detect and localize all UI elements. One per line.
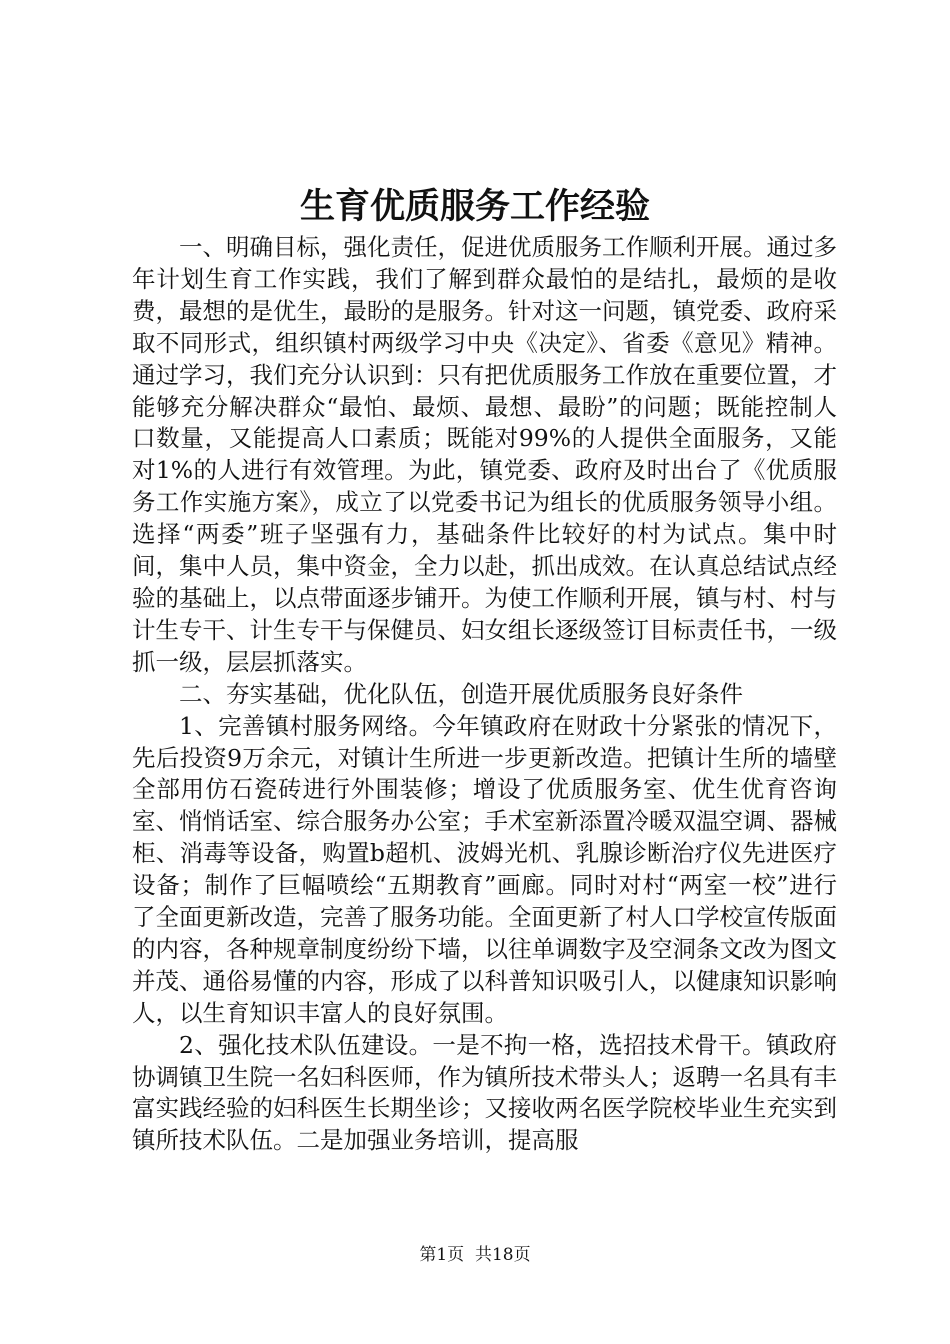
document-title: 生育优质服务工作经验: [299, 186, 650, 227]
paragraph-service-network: 1、完善镇村服务网络。今年镇政府在财政十分紧张的情况下，先后投资9万余元，对镇计生所进一步更新改造。把镇计生所的墙壁全部用仿石瓷砖进行外围装修；增设了优质服务室、优生优育咨询室、悄悄话室、综合服务办公室；手术室新添置冷暖双温空调、器械柜、消毒等设备，购置b超机、波姆光机、乳腺诊断治疗仪先进医疗设备；制作了巨幅喷绘“五期教育”画廊。同时对村“两室一校”进行了全面更新改造，完善了服务功能。全面更新了村人口学校宣传版面的内容，各种规章制度纷纷下墙，以往单调数字及空洞条文改为图文并茂、通俗易懂的内容，形成了以科普知识吸引人，以健康知识影响人，以生育知识丰富人的良好氛围。: [132, 711, 837, 1027]
paragraph-goals: 一、明确目标，强化责任，促进优质服务工作顺利开展。通过多年计划生育工作实践，我们了解到群众最怕的是结扎，最烦的是收费，最想的是优生，最盼的是服务。针对这一问题，镇党委、政府采取不同形式，组织镇村两级学习中央《决定》、省委《意见》精神。通过学习，我们充分认识到：只有把优质服务工作放在重要位置，才能够充分解决群众“最怕、最烦、最想、最盼”的问题；既能控制人口数量，又能提高人口素质；既能对99%的人提供全面服务，又能对1%的人进行有效管理。为此，镇党委、政府及时出台了《优质服务工作实施方案》，成立了以党委书记为组长的优质服务领导小组。选择“两委”班子坚强有力，基础条件比较好的村为试点。集中时间，集中人员，集中资金，全力以赴，抓出成效。在认真总结试点经验的基础上，以点带面逐步铺开。为使工作顺利开展，镇与村、村与计生专干、计生专干与保健员、妇女组长逐级签订目标责任书，一级抓一级，层层抓落实。: [132, 233, 837, 676]
paragraph-tech-team: 2、强化技术队伍建设。一是不拘一格，选招技术骨干。镇政府协调镇卫生院一名妇科医师，作为镇所技术带头人；返聘一名具有丰富实践经验的妇科医生长期坐诊；又接收两名医学院校毕业生充实到镇所技术队伍。二是加强业务培训，提高服: [132, 1030, 837, 1155]
document-body: [132, 232, 837, 1157]
page-number-label: 第1页 共18页: [419, 1245, 531, 1265]
section-heading-foundation: 二、夯实基础，优化队伍，创造开展优质服务良好条件: [179, 679, 743, 708]
page-footer: [0, 1243, 950, 1267]
